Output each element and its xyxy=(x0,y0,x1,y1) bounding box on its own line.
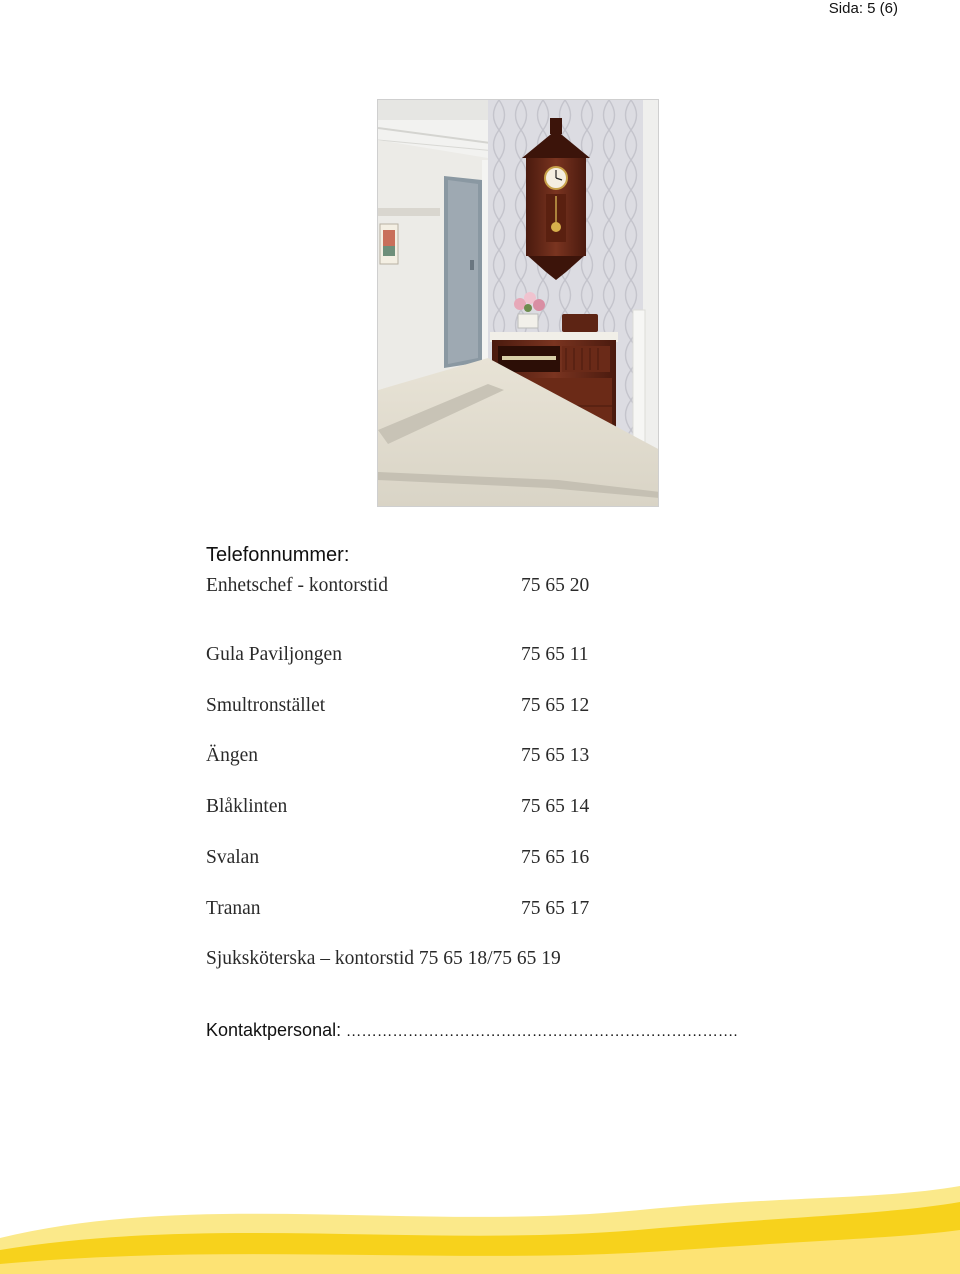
phone-row xyxy=(206,745,726,771)
contact-blank-line: …………………………………………………………………. xyxy=(346,1024,738,1040)
phone-row xyxy=(206,695,726,721)
unit-name: Svalan xyxy=(206,847,260,868)
unit-number: 75 65 16 xyxy=(521,847,590,868)
phone-row xyxy=(206,796,726,822)
nurse-phone-line: Sjuksköterska – kontorstid 75 65 18/75 65 19 xyxy=(206,948,561,969)
manager-label: Enhetschef - kontorstid xyxy=(206,575,388,596)
phone-row xyxy=(206,847,726,873)
phone-row-manager xyxy=(206,575,726,601)
contact-person-line xyxy=(206,1020,738,1041)
yellow-wave-decoration xyxy=(0,1180,960,1274)
unit-name: Gula Paviljongen xyxy=(206,644,342,665)
unit-number: 75 65 17 xyxy=(521,898,590,919)
unit-number: 75 65 12 xyxy=(521,695,590,716)
phone-heading: Telefonnummer: xyxy=(206,544,350,566)
unit-number: 75 65 14 xyxy=(521,796,590,817)
contact-label: Kontaktpersonal: xyxy=(206,1020,342,1040)
unit-name: Smultronstället xyxy=(206,695,326,716)
unit-name: Blåklinten xyxy=(206,796,288,817)
unit-name: Tranan xyxy=(206,898,261,919)
unit-name: Ängen xyxy=(206,745,258,766)
unit-number: 75 65 13 xyxy=(521,745,590,766)
phone-row xyxy=(206,644,726,670)
phone-row xyxy=(206,898,726,924)
unit-number: 75 65 11 xyxy=(521,644,589,665)
page-number: Sida: 5 (6) xyxy=(828,0,898,17)
manager-number: 75 65 20 xyxy=(521,575,590,596)
hallway-photo xyxy=(377,99,659,507)
